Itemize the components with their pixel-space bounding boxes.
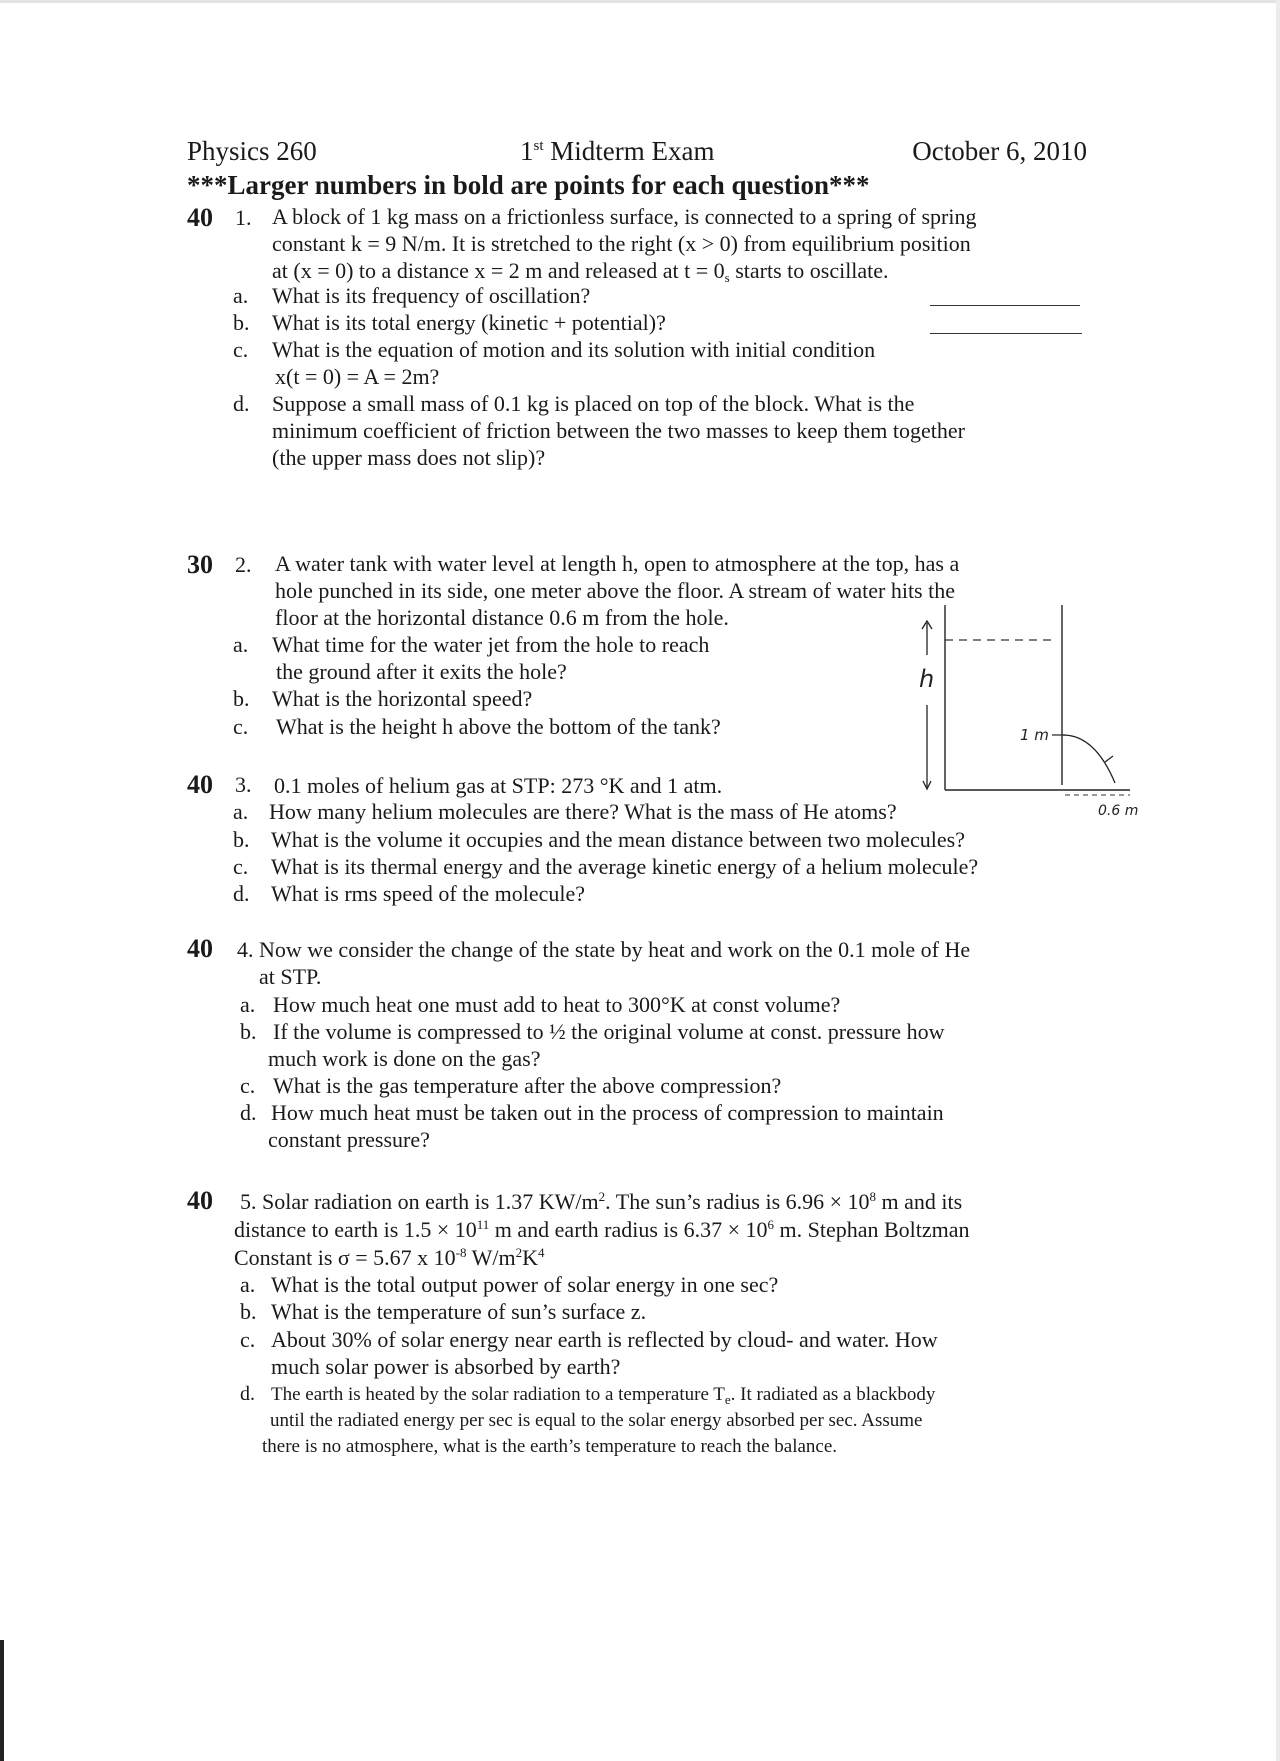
part-text: What is the height h above the bottom of the tank? <box>276 714 721 739</box>
question-number: 2. <box>235 552 252 577</box>
course-name: Physics 260 <box>187 136 317 166</box>
part-text: much work is done on the gas? <box>268 1046 541 1071</box>
question-points: 30 <box>187 550 213 579</box>
question-points: 40 <box>187 1186 213 1215</box>
part-text: How much heat one must add to heat to 300°K at const volume? <box>273 992 841 1017</box>
question-text: Constant is σ = 5.67 x $10^{-8}$ $W/m^2K^4$ <box>234 1245 545 1270</box>
part-text: How many helium molecules are there? What is the mass of He atoms? <box>269 799 897 824</box>
part-label: a. <box>233 283 249 308</box>
part-text: If the volume is compressed to ½ the original volume at const. pressure how <box>273 1019 945 1044</box>
water-stream <box>1063 735 1115 783</box>
question-number: 1. <box>235 205 252 230</box>
part-text: How much heat must be taken out in the process of compression to maintain <box>271 1100 944 1125</box>
part-text: What is its total energy (kinetic + potential)? <box>272 310 666 335</box>
exam-header <box>187 136 1087 172</box>
part-label: d. <box>240 1100 257 1125</box>
question-text: A block of 1 kg mass on a frictionless surface, is connected to a spring of spring <box>272 204 977 229</box>
question-number: 3. <box>235 772 252 797</box>
part-text: What time for the water jet from the hole to reach <box>272 632 710 657</box>
part-text: About 30% of solar energy near earth is reflected by cloud- and water. How <box>271 1327 938 1352</box>
part-text: The earth is heated by the solar radiation to a temperature $T_e$. It radiated as a blackbody <box>271 1384 936 1407</box>
answer-blank <box>930 333 1082 334</box>
scan-edge <box>1276 0 1280 1761</box>
part-text: What is the equation of motion and its solution with initial condition <box>272 337 876 362</box>
part-text: What is the temperature of sun’s surface z. <box>271 1299 647 1324</box>
question-text: floor at the horizontal distance 0.6 m from the hole. <box>275 605 729 630</box>
part-text: minimum coefficient of friction between the two masses to keep them together <box>272 418 965 443</box>
question-text: at (x = 0) to a distance x = 2 m and released at $t = 0_s$ starts to oscillate. <box>272 258 889 285</box>
part-label: c. <box>233 714 249 739</box>
question-text: constant k = 9 N/m. It is stretched to the right (x > 0) from equilibrium position <box>272 231 971 256</box>
part-text: Suppose a small mass of 0.1 kg is placed on top of the block. What is the <box>272 391 915 416</box>
question-text: 4. Now we consider the change of the state by heat and work on the 0.1 mole of He <box>237 937 971 962</box>
part-label: c. <box>233 337 249 362</box>
exam-date: October 6, 2010 <box>912 136 1087 166</box>
part-text: What is the gas temperature after the above compression? <box>273 1073 782 1098</box>
part-label: d. <box>233 881 250 906</box>
part-text: What is the total output power of solar energy in one sec? <box>271 1272 779 1297</box>
scan-edge <box>0 0 1280 3</box>
part-label: c. <box>240 1073 256 1098</box>
part-label: b. <box>233 310 250 335</box>
question-points: 40 <box>187 203 213 232</box>
part-text: What is its frequency of oscillation? <box>272 283 591 308</box>
question-text: distance to earth is $1.5 \times 10^{11}$ m and earth radius is $6.37 \times 10^6$ m. Stephan Boltzman <box>234 1217 970 1242</box>
part-label: c. <box>240 1327 256 1352</box>
part-text: (the upper mass does not slip)? <box>272 445 546 470</box>
part-label: b. <box>240 1019 257 1044</box>
one-meter-label: 1 m <box>1020 726 1049 744</box>
part-label: d. <box>240 1383 255 1405</box>
part-text: x(t = 0) = A = 2m? <box>275 364 440 389</box>
part-text: What is the volume it occupies and the mean distance between two molecules? <box>271 827 965 852</box>
question-text: A water tank with water level at length h, open to atmosphere at the top, has a <box>275 551 960 576</box>
part-text: What is its thermal energy and the average kinetic energy of a helium molecule? <box>271 854 979 879</box>
part-text: much solar power is absorbed by earth? <box>271 1354 621 1379</box>
part-label: a. <box>240 1272 256 1297</box>
exam-title: 1st Midterm Exam <box>520 136 715 166</box>
part-label: a. <box>233 632 249 657</box>
part-label: d. <box>233 391 250 416</box>
answer-blank <box>930 305 1080 306</box>
distance-label: 0.6 m <box>1098 803 1139 819</box>
scan-edge <box>0 1640 4 1761</box>
part-label: b. <box>233 827 250 852</box>
question-points: 40 <box>187 770 213 799</box>
question-text: 0.1 moles of helium gas at STP: 273 °K and 1 atm. <box>274 773 723 798</box>
question-text: 5. Solar radiation on earth is 1.37 $KW/m^2$. The sun’s radius is $6.96 \times 10^8$ m and its <box>240 1189 963 1214</box>
question-points: 40 <box>187 934 213 963</box>
part-label: b. <box>233 686 250 711</box>
points-note: ***Larger numbers in bold are points for each question*** <box>187 170 870 200</box>
h-label: h <box>919 665 935 693</box>
water-tank-diagram <box>905 605 1155 819</box>
part-label: b. <box>240 1299 257 1324</box>
part-text: the ground after it exits the hole? <box>276 659 567 684</box>
part-label: c. <box>233 854 249 879</box>
part-text: What is rms speed of the molecule? <box>271 881 586 906</box>
part-text: until the radiated energy per sec is equal to the solar energy absorbed per sec. Assume <box>270 1410 923 1431</box>
part-text: there is no atmosphere, what is the earth’s temperature to reach the balance. <box>262 1436 838 1457</box>
part-label: a. <box>233 799 249 824</box>
part-text: What is the horizontal speed? <box>272 686 533 711</box>
question-text: at STP. <box>259 964 322 989</box>
question-text: hole punched in its side, one meter above the floor. A stream of water hits the <box>275 578 955 603</box>
part-text: constant pressure? <box>268 1127 430 1152</box>
part-label: a. <box>240 992 256 1017</box>
